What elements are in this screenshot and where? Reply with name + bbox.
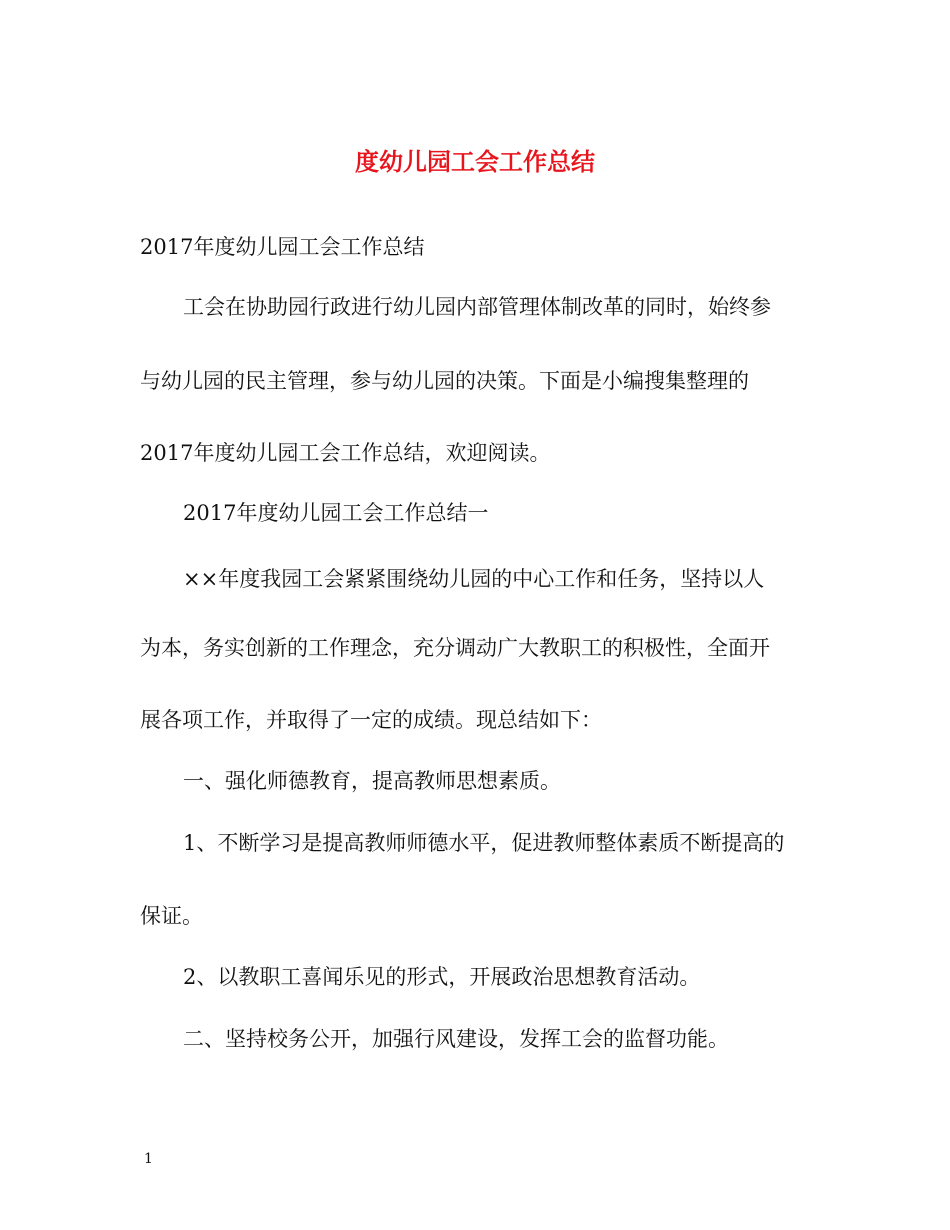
paragraph-line: ××年度我园工会紧紧围绕幼儿园的中心工作和任务，坚持以人 (183, 567, 765, 591)
paragraph-line: 为本，务实创新的工作理念，充分调动广大教职工的积极性，全面开 (140, 636, 770, 660)
paragraph-line: 一、强化师德教育，提高教师思想素质。 (183, 769, 561, 793)
paragraph-line: 2017年度幼儿园工会工作总结 (140, 235, 425, 259)
paragraph-line: 保证。 (140, 904, 203, 928)
paragraph-line: 2、以教职工喜闻乐见的形式，开展政治思想教育活动。 (183, 965, 701, 989)
paragraph-line: 2017年度幼儿园工会工作总结一 (183, 501, 489, 525)
page-number: 1 (144, 1151, 153, 1167)
document-title: 度幼儿园工会工作总结 (355, 147, 595, 176)
paragraph-line: 2017年度幼儿园工会工作总结，欢迎阅读。 (140, 441, 551, 465)
paragraph-line: 1、不断学习是提高教师师德水平，促进教师整体素质不断提高的 (183, 831, 785, 855)
paragraph-line: 二、坚持校务公开，加强行风建设，发挥工会的监督功能。 (183, 1027, 729, 1051)
paragraph-line: 工会在协助园行政进行幼儿园内部管理体制改革的同时，始终参 (183, 295, 771, 319)
paragraph-line: 展各项工作，并取得了一定的成绩。现总结如下： (140, 708, 602, 732)
paragraph-line: 与幼儿园的民主管理，参与幼儿园的决策。下面是小编搜集整理的 (140, 369, 749, 393)
